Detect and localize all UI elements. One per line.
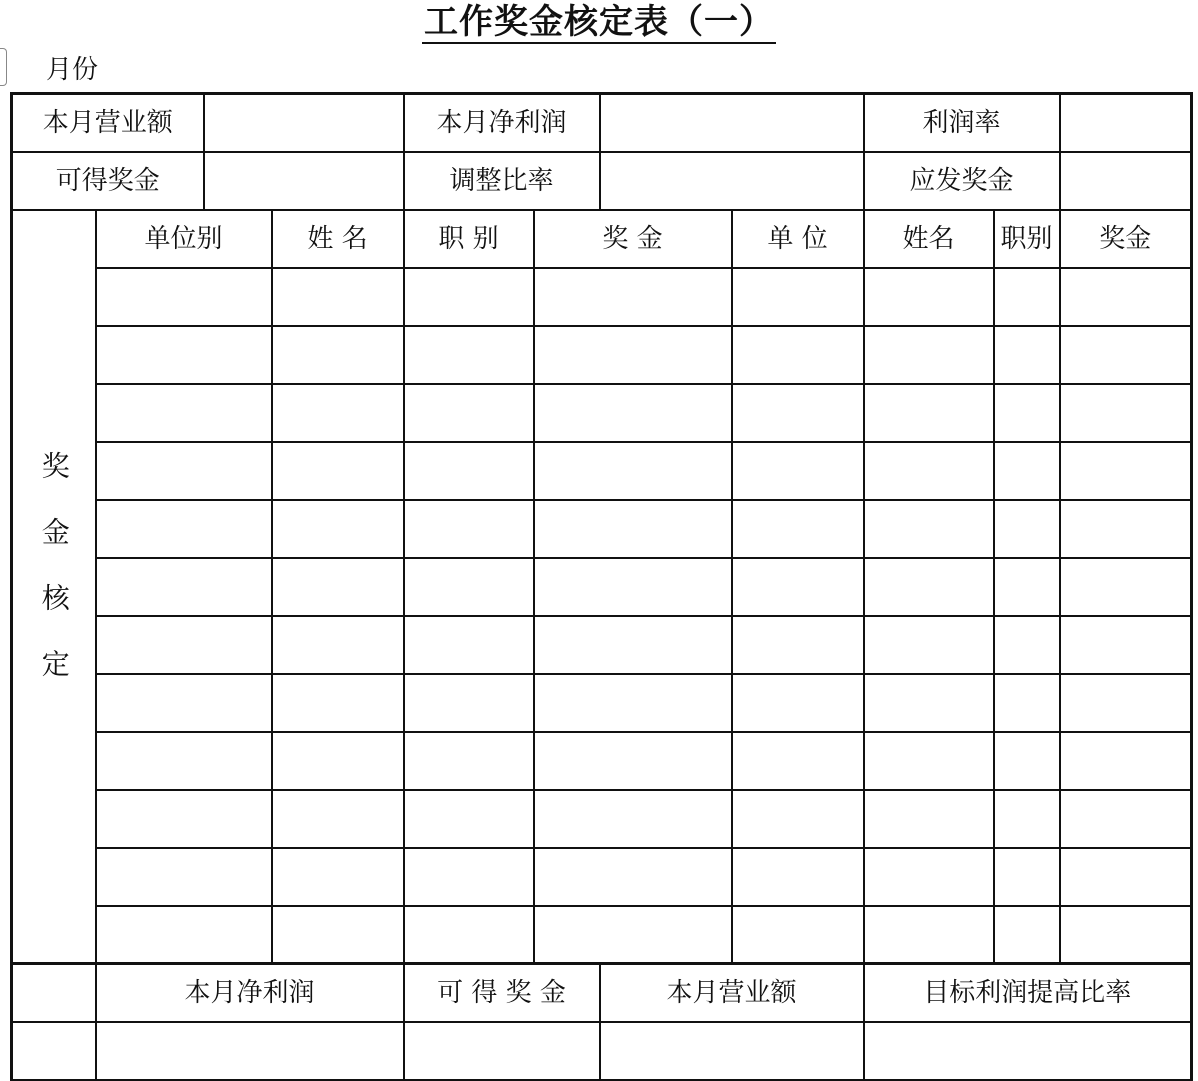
bonus-form-table <box>10 92 1193 1081</box>
cell-position-2[interactable] <box>994 674 1060 732</box>
cell-name[interactable] <box>272 384 404 442</box>
cell-name[interactable] <box>272 500 404 558</box>
cell-name-2[interactable] <box>864 268 994 326</box>
label-eligible-bonus: 可得奖金 <box>12 152 204 210</box>
table-row <box>12 732 1192 790</box>
cell-position[interactable] <box>404 500 534 558</box>
cell-unit-2[interactable] <box>732 848 864 906</box>
cell-unit-2[interactable] <box>732 326 864 384</box>
cell-name[interactable] <box>272 616 404 674</box>
cell-unit[interactable] <box>96 442 272 500</box>
cell-bonus[interactable] <box>534 268 732 326</box>
cell-bonus-2[interactable] <box>1060 268 1192 326</box>
table-row <box>12 384 1192 442</box>
cell-position-2[interactable] <box>994 500 1060 558</box>
footer-header-row <box>12 964 1192 1022</box>
cell-position-2[interactable] <box>994 326 1060 384</box>
cell-name[interactable] <box>272 732 404 790</box>
cell-bonus[interactable] <box>534 384 732 442</box>
cell-position[interactable] <box>404 558 534 616</box>
footer-header-target-profit-ratio: 目标利润提高比率 <box>864 964 1192 1022</box>
cell-position[interactable] <box>404 384 534 442</box>
table-row <box>12 906 1192 964</box>
cell-unit[interactable] <box>96 558 272 616</box>
cell-name-2[interactable] <box>864 442 994 500</box>
footer-value-target-profit-ratio[interactable] <box>864 1022 1192 1080</box>
table-row <box>12 616 1192 674</box>
table-row <box>12 558 1192 616</box>
cell-unit-2[interactable] <box>732 268 864 326</box>
cell-position-2[interactable] <box>994 384 1060 442</box>
cell-bonus-2[interactable] <box>1060 732 1192 790</box>
cell-unit[interactable] <box>96 790 272 848</box>
header-unit-2: 单 位 <box>732 210 864 268</box>
footer-value-row <box>12 1022 1192 1080</box>
cell-name[interactable] <box>272 558 404 616</box>
cell-position[interactable] <box>404 790 534 848</box>
cell-unit-2[interactable] <box>732 790 864 848</box>
bonus-header-row <box>12 210 1192 268</box>
cell-name-2[interactable] <box>864 616 994 674</box>
footer-header-eligible-bonus: 可 得 奖 金 <box>404 964 600 1022</box>
cell-position[interactable] <box>404 268 534 326</box>
cell-unit[interactable] <box>96 268 272 326</box>
cell-name-2[interactable] <box>864 790 994 848</box>
cell-bonus[interactable] <box>534 558 732 616</box>
cell-position-2[interactable] <box>994 268 1060 326</box>
label-monthly-net-profit: 本月净利润 <box>404 94 600 152</box>
cell-unit-2[interactable] <box>732 616 864 674</box>
cell-name[interactable] <box>272 442 404 500</box>
cell-unit[interactable] <box>96 674 272 732</box>
cell-unit-2[interactable] <box>732 906 864 964</box>
value-profit-rate[interactable] <box>1060 94 1192 152</box>
cell-unit[interactable] <box>96 384 272 442</box>
header-unit: 单位别 <box>96 210 272 268</box>
cell-position-2[interactable] <box>994 848 1060 906</box>
cell-name[interactable] <box>272 326 404 384</box>
summary-row-2 <box>12 152 1192 210</box>
cell-bonus[interactable] <box>534 616 732 674</box>
page-edge-tab <box>0 48 7 86</box>
cell-bonus[interactable] <box>534 790 732 848</box>
cell-position[interactable] <box>404 442 534 500</box>
cell-position-2[interactable] <box>994 558 1060 616</box>
header-position: 职 别 <box>404 210 534 268</box>
cell-position[interactable] <box>404 616 534 674</box>
cell-bonus-2[interactable] <box>1060 558 1192 616</box>
cell-position-2[interactable] <box>994 442 1060 500</box>
cell-name-2[interactable] <box>864 326 994 384</box>
table-row <box>12 326 1192 384</box>
cell-name-2[interactable] <box>864 384 994 442</box>
bonus-approval-side-label <box>12 210 96 964</box>
cell-name[interactable] <box>272 268 404 326</box>
cell-position-2[interactable] <box>994 616 1060 674</box>
cell-unit-2[interactable] <box>732 558 864 616</box>
cell-bonus-2[interactable] <box>1060 674 1192 732</box>
cell-unit[interactable] <box>96 616 272 674</box>
table-row <box>12 674 1192 732</box>
cell-position[interactable] <box>404 326 534 384</box>
cell-unit[interactable] <box>96 848 272 906</box>
cell-bonus[interactable] <box>534 848 732 906</box>
cell-bonus-2[interactable] <box>1060 616 1192 674</box>
cell-bonus[interactable] <box>534 674 732 732</box>
form-title-text: 工作奖金核定表（一） <box>424 2 774 42</box>
table-row <box>12 790 1192 848</box>
cell-unit-2[interactable] <box>732 384 864 442</box>
bonus-approval-side-text: 奖金核定 <box>37 451 71 716</box>
cell-bonus[interactable] <box>534 906 732 964</box>
label-profit-rate: 利润率 <box>864 94 1060 152</box>
cell-unit[interactable] <box>96 906 272 964</box>
cell-name-2[interactable] <box>864 848 994 906</box>
cell-name[interactable] <box>272 848 404 906</box>
table-row <box>12 848 1192 906</box>
footer-value-net-profit[interactable] <box>96 1022 404 1080</box>
cell-bonus-2[interactable] <box>1060 906 1192 964</box>
cell-position-2[interactable] <box>994 906 1060 964</box>
footer-header-net-profit: 本月净利润 <box>96 964 404 1022</box>
cell-bonus[interactable] <box>534 732 732 790</box>
header-position-2: 职别 <box>994 210 1060 268</box>
cell-unit-2[interactable] <box>732 442 864 500</box>
form-title <box>0 0 1198 44</box>
cell-position-2[interactable] <box>994 790 1060 848</box>
cell-bonus[interactable] <box>534 326 732 384</box>
cell-bonus[interactable] <box>534 500 732 558</box>
cell-unit-2[interactable] <box>732 500 864 558</box>
cell-name[interactable] <box>272 790 404 848</box>
footer-header-monthly-revenue: 本月营业额 <box>600 964 864 1022</box>
footer-side-cell-2 <box>12 1022 96 1080</box>
value-payable-bonus[interactable] <box>1060 152 1192 210</box>
cell-name-2[interactable] <box>864 906 994 964</box>
value-adjustment-ratio[interactable] <box>600 152 864 210</box>
value-monthly-revenue[interactable] <box>204 94 404 152</box>
header-bonus: 奖 金 <box>534 210 732 268</box>
cell-name[interactable] <box>272 674 404 732</box>
cell-position[interactable] <box>404 674 534 732</box>
cell-name-2[interactable] <box>864 732 994 790</box>
cell-unit-2[interactable] <box>732 732 864 790</box>
month-label: 月份 <box>46 55 99 85</box>
cell-unit-2[interactable] <box>732 674 864 732</box>
cell-bonus-2[interactable] <box>1060 500 1192 558</box>
value-eligible-bonus[interactable] <box>204 152 404 210</box>
cell-bonus-2[interactable] <box>1060 384 1192 442</box>
cell-name-2[interactable] <box>864 674 994 732</box>
label-monthly-revenue: 本月营业额 <box>12 94 204 152</box>
table-row <box>12 442 1192 500</box>
header-name: 姓 名 <box>272 210 404 268</box>
cell-position-2[interactable] <box>994 732 1060 790</box>
cell-name[interactable] <box>272 906 404 964</box>
cell-unit[interactable] <box>96 732 272 790</box>
header-bonus-2: 奖金 <box>1060 210 1192 268</box>
footer-side-cell <box>12 964 96 1022</box>
footer-value-monthly-revenue[interactable] <box>600 1022 864 1080</box>
cell-position[interactable] <box>404 732 534 790</box>
footer-value-eligible-bonus[interactable] <box>404 1022 600 1080</box>
cell-bonus-2[interactable] <box>1060 790 1192 848</box>
cell-unit[interactable] <box>96 500 272 558</box>
label-adjustment-ratio: 调整比率 <box>404 152 600 210</box>
label-payable-bonus: 应发奖金 <box>864 152 1060 210</box>
cell-unit[interactable] <box>96 326 272 384</box>
cell-bonus-2[interactable] <box>1060 442 1192 500</box>
cell-bonus-2[interactable] <box>1060 326 1192 384</box>
header-name-2: 姓名 <box>864 210 994 268</box>
cell-bonus[interactable] <box>534 442 732 500</box>
cell-position[interactable] <box>404 848 534 906</box>
cell-position[interactable] <box>404 906 534 964</box>
summary-row-1 <box>12 94 1192 152</box>
cell-name-2[interactable] <box>864 558 994 616</box>
table-row <box>12 268 1192 326</box>
table-row <box>12 500 1192 558</box>
value-monthly-net-profit[interactable] <box>600 94 864 152</box>
cell-name-2[interactable] <box>864 500 994 558</box>
cell-bonus-2[interactable] <box>1060 848 1192 906</box>
